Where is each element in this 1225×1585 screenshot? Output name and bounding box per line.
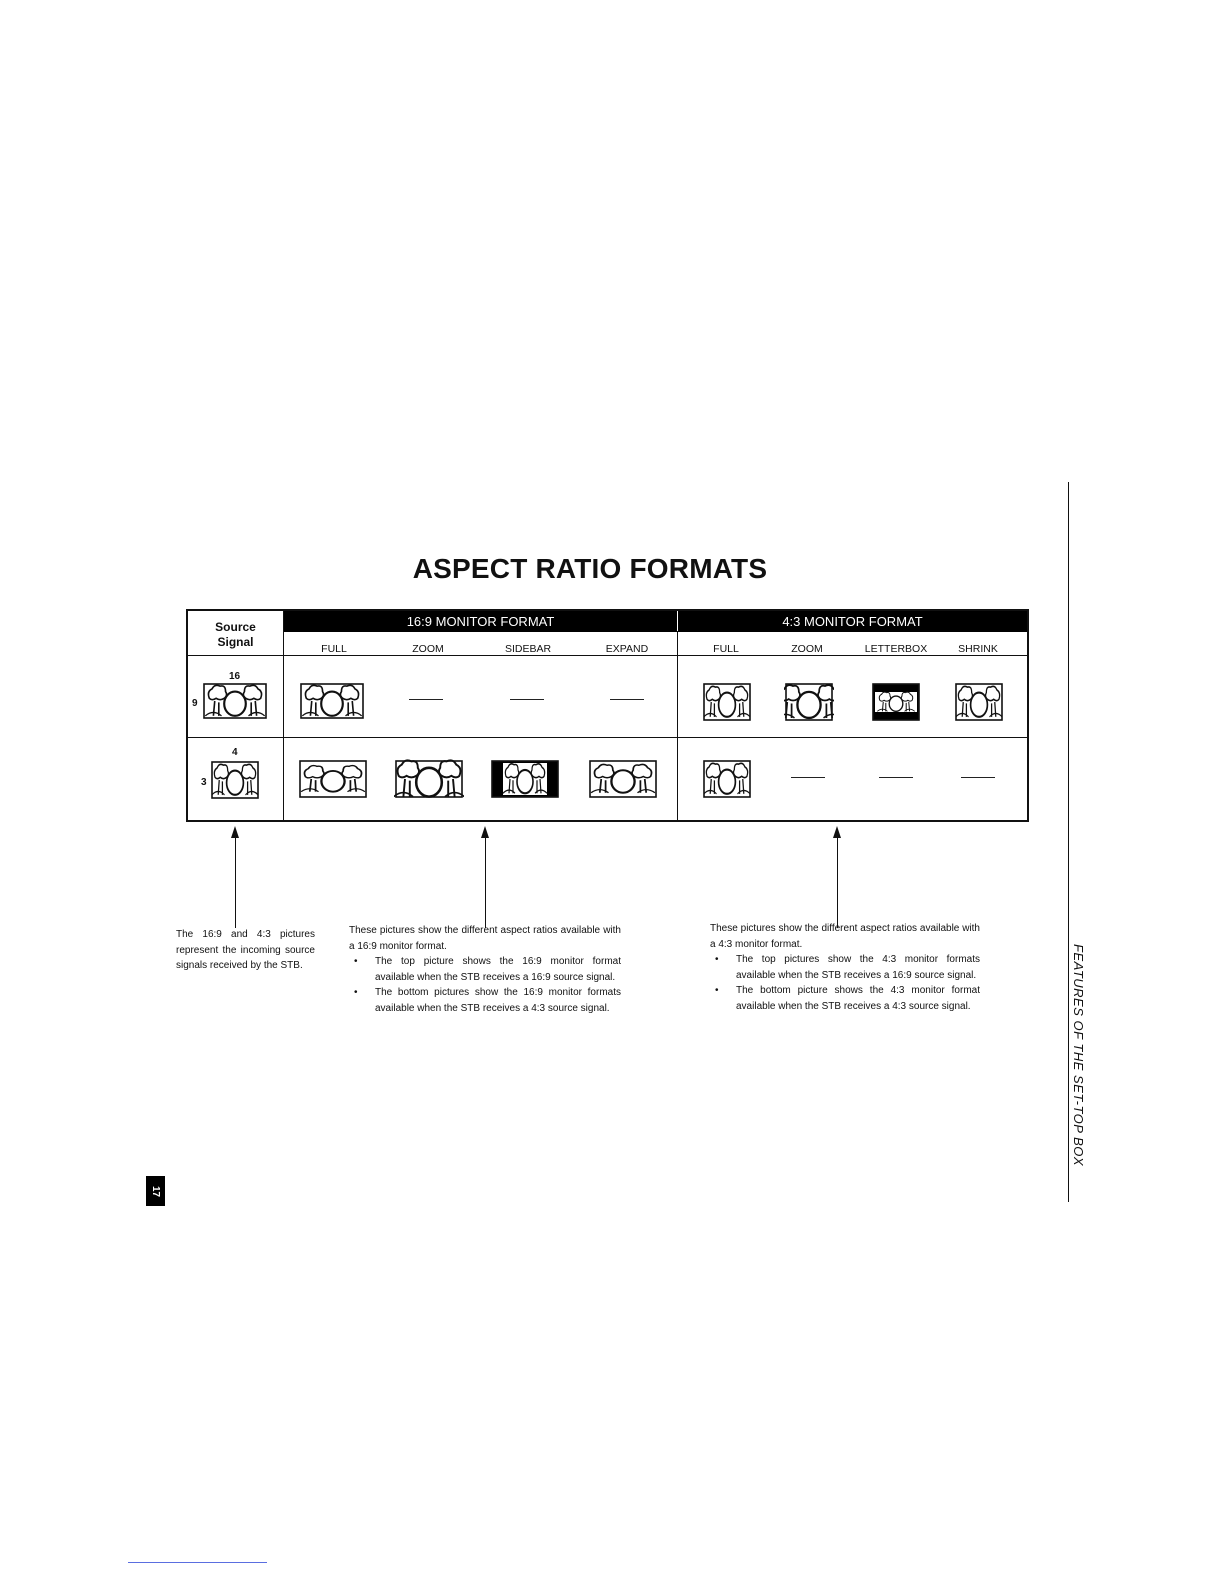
arrow-stem <box>235 836 236 928</box>
not-available-dash <box>510 699 544 700</box>
bottom-link-underline <box>128 1562 267 1563</box>
page-number: 17 <box>150 1185 161 1197</box>
source-height-3: 3 <box>201 777 207 788</box>
column-header-43-full: FULL <box>713 643 739 655</box>
caption-169-list <box>349 954 621 1016</box>
page-title: ASPECT RATIO FORMATS <box>412 553 768 584</box>
not-available-dash <box>610 699 644 700</box>
column-header-169-full: FULL <box>321 643 347 655</box>
chapter-side-title: FEATURES OF THE SET-TOP BOX <box>1071 944 1086 1167</box>
source-column-divider <box>283 611 284 820</box>
source-width-4: 4 <box>232 747 238 758</box>
column-header-169-zoom: ZOOM <box>412 643 444 655</box>
source-signal-header <box>188 620 283 650</box>
source-169-picture <box>202 682 268 720</box>
monitor43-full-169-picture <box>702 682 752 722</box>
monitor169-full-43-picture <box>298 759 368 799</box>
monitor43-letterbox-169-picture <box>871 682 921 722</box>
column-header-169-expand: EXPAND <box>605 643 649 655</box>
source-43-picture <box>210 760 260 800</box>
monitor169-zoom-43-picture <box>394 759 464 799</box>
row-divider <box>188 737 1027 738</box>
group-divider <box>677 631 678 820</box>
source-header-line1: Source <box>215 620 256 634</box>
aspect-ratio-table <box>186 609 1029 822</box>
caption-169 <box>349 923 621 1016</box>
not-available-dash <box>409 699 443 700</box>
source-height-9: 9 <box>192 698 198 709</box>
column-header-43-zoom: ZOOM <box>791 643 823 655</box>
side-rule <box>1068 482 1069 1202</box>
monitor43-full-43-picture <box>702 759 752 799</box>
caption-169-intro: These pictures show the different aspect ratios available with a 16:9 monitor format. <box>349 925 621 952</box>
caption-169-bullet: • The top picture shows the 16:9 monitor format available when the STB receives a 16:9 source signal. <box>375 954 621 985</box>
monitor43-zoom-169-picture <box>784 682 834 722</box>
caption-43-list <box>710 952 980 1014</box>
source-header-line2: Signal <box>217 635 254 649</box>
not-available-dash <box>961 777 995 778</box>
column-header-43-letterbox: LETTERBOX <box>864 643 928 655</box>
caption-43-intro: These pictures show the different aspect ratios available with a 4:3 monitor format. <box>710 923 980 950</box>
group-header-43: 4:3 MONITOR FORMAT <box>678 611 1027 632</box>
monitor43-shrink-169-picture <box>954 682 1004 722</box>
group-header-169: 16:9 MONITOR FORMAT <box>284 611 677 632</box>
caption-43-bullet: • The top pictures show the 4:3 monitor formats available when the STB receives a 16:9 source signal. <box>736 952 980 983</box>
monitor169-expand-43-picture <box>588 759 658 799</box>
caption-43 <box>710 921 980 1014</box>
column-header-43-shrink: SHRINK <box>958 643 998 655</box>
arrow-stem <box>837 836 838 928</box>
caption-169-bullet: • The bottom pictures show the 16:9 monitor formats available when the STB receives a 4:3 source signal. <box>375 985 621 1016</box>
source-width-16: 16 <box>229 671 241 682</box>
not-available-dash <box>879 777 913 778</box>
not-available-dash <box>791 777 825 778</box>
monitor169-full-169-picture <box>299 682 365 720</box>
monitor169-sidebar-43-picture <box>490 759 560 799</box>
caption-source: The 16:9 and 4:3 pictures represent the incoming source signals received by the STB. <box>176 929 315 971</box>
caption-43-bullet: • The bottom picture shows the 4:3 monitor format available when the STB receives a 4:3 source signal. <box>736 983 980 1014</box>
column-header-169-sidebar: SIDEBAR <box>504 643 552 655</box>
page-number-badge <box>146 1176 165 1206</box>
arrow-stem <box>485 836 486 928</box>
